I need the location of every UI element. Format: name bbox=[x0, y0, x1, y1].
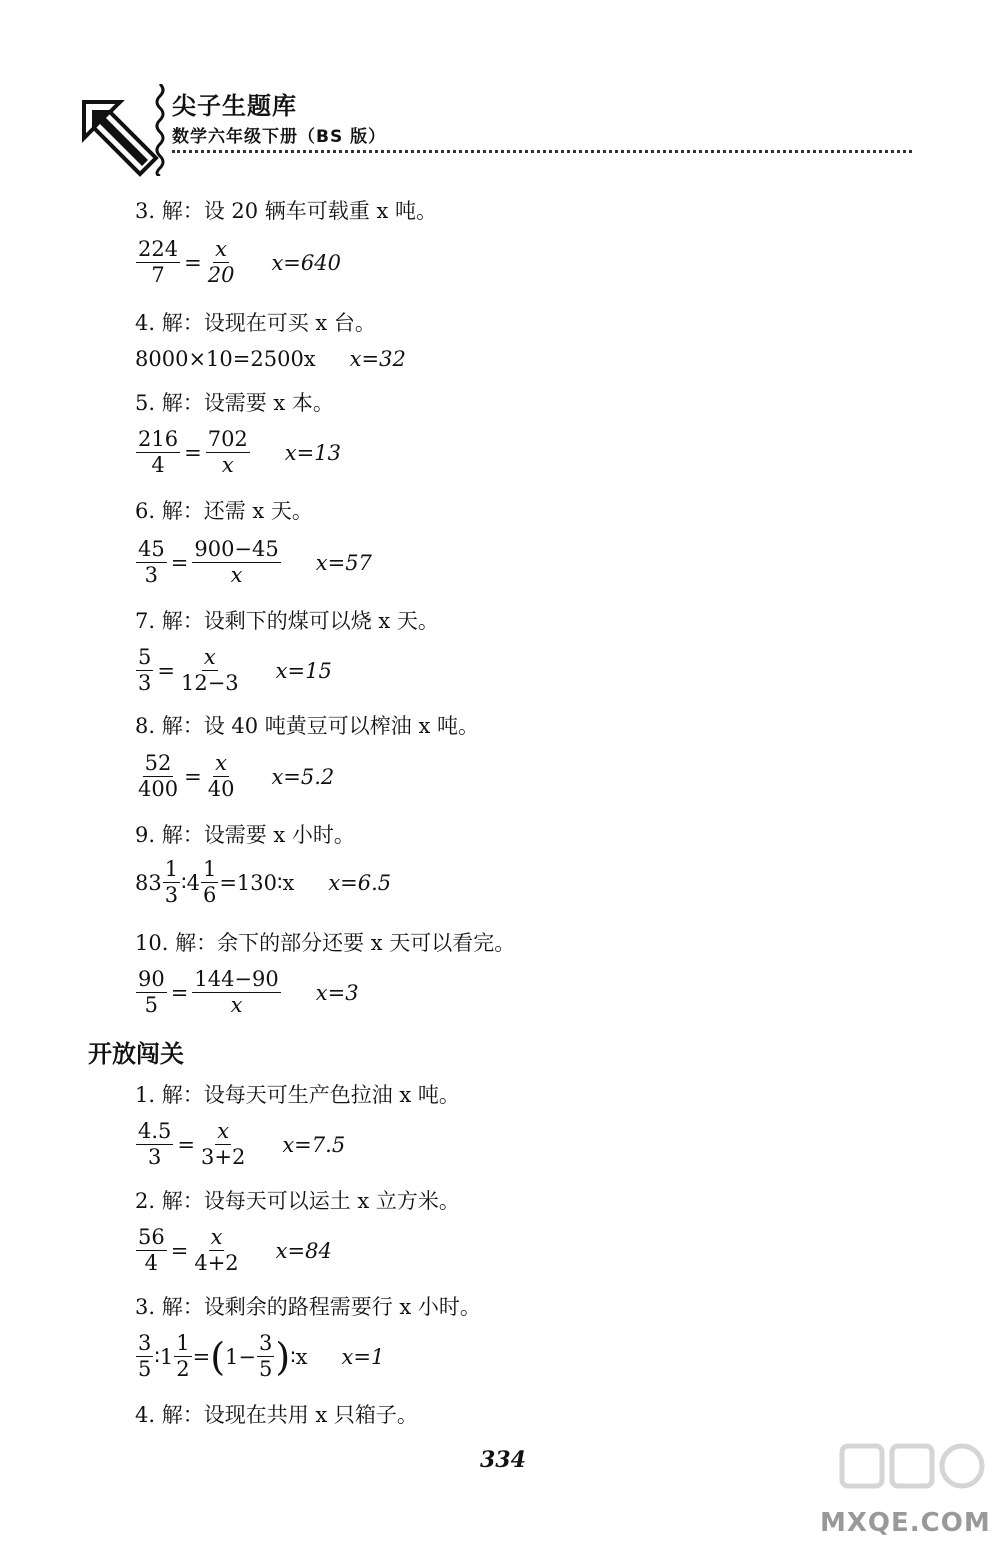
fraction: $\frac{3}{5}$ bbox=[258, 1331, 273, 1381]
problem-8-equation: $\frac{52}{400}$ = $\frac{x}{40}$ x=5.2 bbox=[138, 751, 335, 801]
fraction: $\frac{52}{400}$ bbox=[138, 751, 179, 801]
book-title: 尖子生题库 bbox=[172, 92, 297, 120]
problem-7-equation: $\frac{5}{3}$ = $\frac{x}{12-3}$ x=15 bbox=[138, 645, 332, 695]
fraction: $\frac{x}{3+2}$ bbox=[201, 1119, 246, 1169]
arrow-icon bbox=[80, 98, 160, 178]
problem-10-label: 10. 解：余下的部分还要 x 天可以看完。 bbox=[135, 931, 516, 955]
fraction: $\frac{1}{3}$ bbox=[164, 857, 179, 907]
result: x=640 bbox=[271, 250, 341, 275]
problem-4-label: 4. 解：设现在可买 x 台。 bbox=[135, 311, 376, 335]
fraction: $\frac{x}{20}$ bbox=[207, 237, 235, 287]
wavy-divider bbox=[152, 84, 168, 176]
problem-7-label: 7. 解：设剩下的煤可以烧 x 天。 bbox=[135, 609, 439, 633]
problem-6-equation: $\frac{45}{3}$ = $\frac{900-45}{x}$ x=57 bbox=[138, 537, 372, 587]
problem-4-equation: 8000×10=2500x x=32 bbox=[135, 347, 406, 371]
page-number: 334 bbox=[480, 1447, 526, 1473]
book-header bbox=[80, 80, 920, 180]
fraction: $\frac{45}{3}$ bbox=[138, 537, 165, 587]
problem-3-label: 3. 解：设 20 辆车可载重 x 吨。 bbox=[135, 199, 437, 223]
fraction: $\frac{702}{x}$ bbox=[207, 427, 248, 477]
fraction: $\frac{x}{4+2}$ bbox=[194, 1225, 239, 1275]
fraction: $\frac{144-90}{x}$ bbox=[194, 967, 279, 1017]
problem-9-equation: 83 $\frac{1}{3}$ ∶4 $\frac{1}{6}$ =130∶x x=6.5 bbox=[135, 857, 392, 907]
fraction: $\frac{1}{6}$ bbox=[202, 857, 217, 907]
problem-9-label: 9. 解：设需要 x 小时。 bbox=[135, 823, 355, 847]
fraction: $\frac{4.5}{3}$ bbox=[138, 1119, 172, 1169]
fraction: $\frac{224}{7}$ bbox=[138, 237, 179, 287]
open-4-label: 4. 解：设现在共用 x 只箱子。 bbox=[135, 1403, 418, 1427]
problem-10-equation: $\frac{90}{5}$ = $\frac{144-90}{x}$ x=3 bbox=[138, 967, 359, 1017]
fraction: $\frac{x}{40}$ bbox=[207, 751, 235, 801]
fraction: $\frac{5}{3}$ bbox=[138, 645, 152, 695]
problem-8-label: 8. 解：设 40 吨黄豆可以榨油 x 吨。 bbox=[135, 714, 479, 738]
problem-5-label: 5. 解：设需要 x 本。 bbox=[135, 391, 334, 415]
fraction: $\frac{3}{5}$ bbox=[138, 1331, 152, 1381]
problem-5-equation: $\frac{216}{4}$ = $\frac{702}{x}$ x=13 bbox=[138, 427, 341, 477]
dotted-rule bbox=[172, 150, 912, 153]
open-2-equation: $\frac{56}{4}$ = $\frac{x}{4+2}$ x=84 bbox=[138, 1225, 332, 1275]
open-1-equation: $\frac{4.5}{3}$ = $\frac{x}{3+2}$ x=7.5 bbox=[138, 1119, 346, 1169]
open-3-equation: $\frac{3}{5}$ ∶1 $\frac{1}{2}$ = ( 1− $\frac{3}{5}$ ) ∶x x=1 bbox=[138, 1331, 385, 1381]
open-2-label: 2. 解：设每天可以运土 x 立方米。 bbox=[135, 1189, 460, 1213]
open-1-label: 1. 解：设每天可生产色拉油 x 吨。 bbox=[135, 1083, 460, 1107]
fraction: $\frac{x}{12-3}$ bbox=[180, 645, 239, 695]
watermark-text: MXQE.COM bbox=[820, 1508, 991, 1538]
problem-6-label: 6. 解：还需 x 天。 bbox=[135, 499, 313, 523]
open-3-label: 3. 解：设剩余的路程需要行 x 小时。 bbox=[135, 1295, 481, 1319]
problem-3-equation: $\frac{224}{7}$ = $\frac{x}{20}$ x=640 bbox=[138, 237, 341, 287]
fraction: $\frac{216}{4}$ bbox=[138, 427, 179, 477]
book-subtitle: 数学六年级下册（BS 版） bbox=[172, 127, 387, 147]
fraction: $\frac{1}{2}$ bbox=[176, 1331, 190, 1381]
fraction: $\frac{900-45}{x}$ bbox=[194, 537, 279, 587]
fraction: $\frac{56}{4}$ bbox=[138, 1225, 165, 1275]
fraction: $\frac{90}{5}$ bbox=[138, 967, 165, 1017]
section-title: 开放闯关 bbox=[88, 1040, 184, 1068]
